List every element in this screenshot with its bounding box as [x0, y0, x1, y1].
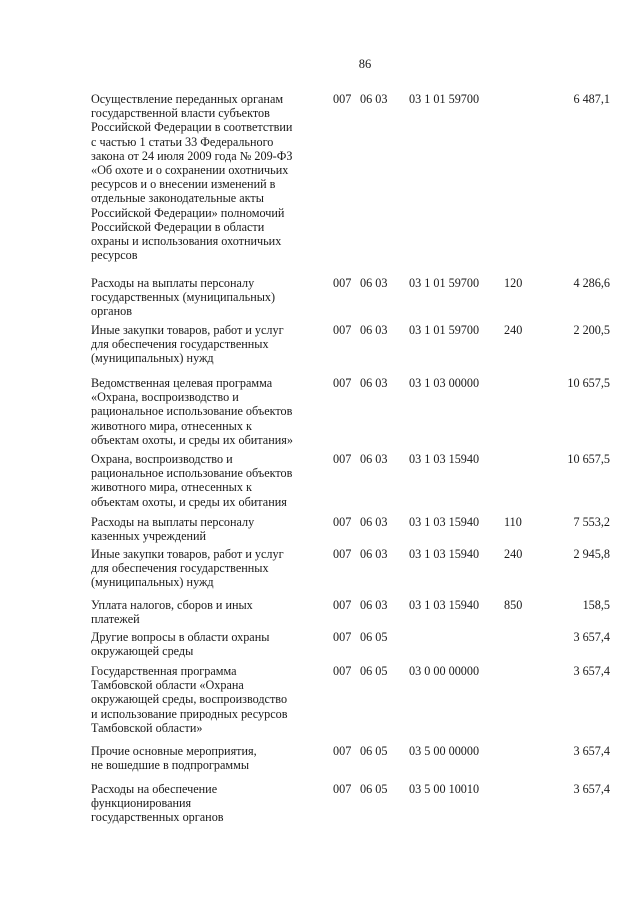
row-name [91, 598, 325, 626]
code-vedomstvo: 007 [333, 276, 352, 290]
code-vedomstvo: 007 [333, 92, 352, 106]
row-name [91, 744, 325, 772]
row-name-line: закона от 24 июля 2009 года № 209-ФЗ [91, 148, 293, 163]
row-name-line: (муниципальных) нужд [91, 575, 214, 590]
row-name-line: рациональное использование объектов [91, 404, 293, 419]
code-target-article: 03 1 01 59700 [409, 276, 480, 290]
code-expense-type: 120 [504, 276, 523, 290]
row-name-line: государственной власти субъектов [91, 106, 270, 121]
code-vedomstvo: 007 [333, 323, 352, 337]
row-name-line: Тамбовской области» [91, 720, 203, 735]
amount: 4 286,6 [573, 276, 610, 290]
code-target-article: 03 5 00 00000 [409, 744, 480, 758]
row-name-line: ресурсов [91, 248, 138, 263]
code-vedomstvo: 007 [333, 452, 352, 466]
code-vedomstvo: 007 [333, 630, 352, 644]
row-name-line: рациональное использование объектов [91, 466, 293, 481]
amount: 10 657,5 [567, 376, 610, 390]
row-name-line: охраны и использования охотничьих [91, 234, 282, 249]
row-name-line: животного мира, отнесенных к [91, 418, 252, 433]
row-name-line: и использование природных ресурсов [91, 706, 288, 721]
code-razdel: 06 03 [360, 92, 388, 106]
code-vedomstvo: 007 [333, 598, 352, 612]
row-name-line: окружающей среды, воспроизводство [91, 692, 288, 707]
code-razdel: 06 03 [360, 376, 388, 390]
row-name-line: Охрана, воспроизводство и [91, 452, 233, 466]
code-razdel: 06 03 [360, 547, 388, 561]
code-razdel: 06 03 [360, 452, 388, 466]
row-name [91, 515, 325, 543]
code-target-article: 03 1 03 15940 [409, 547, 480, 561]
row-name-line: государственных (муниципальных) [91, 290, 276, 305]
code-vedomstvo: 007 [333, 376, 352, 390]
code-vedomstvo: 007 [333, 515, 352, 529]
code-vedomstvo: 007 [333, 664, 352, 678]
row-name [91, 92, 325, 262]
code-expense-type: 850 [504, 598, 523, 612]
row-name-line: Расходы на обеспечение [91, 782, 218, 796]
amount: 158,5 [582, 598, 610, 612]
code-razdel: 06 05 [360, 744, 388, 758]
code-razdel: 06 05 [360, 664, 388, 678]
row-name-line: Российской Федерации в области [91, 219, 265, 234]
row-name-line: Российской Федерации» полномочий [91, 205, 285, 220]
row-name [91, 323, 325, 366]
row-name-line: Российской Федерации в соответствии [91, 120, 293, 135]
code-vedomstvo: 007 [333, 547, 352, 561]
row-name-line: Ведомственная целевая программа [91, 376, 273, 390]
code-vedomstvo: 007 [333, 744, 352, 758]
row-name-line: Государственная программа [91, 664, 237, 678]
row-name-line: «Об охоте и о сохранении охотничьих [91, 163, 289, 178]
code-expense-type: 110 [504, 515, 522, 529]
row-name-line: Расходы на выплаты персоналу [91, 276, 255, 290]
amount: 2 945,8 [573, 547, 610, 561]
code-razdel: 06 05 [360, 782, 388, 796]
code-razdel: 06 03 [360, 598, 388, 612]
code-razdel: 06 03 [360, 323, 388, 337]
code-razdel: 06 03 [360, 515, 388, 529]
row-name-line: платежей [91, 612, 140, 627]
row-name-line: «Охрана, воспроизводство и [91, 390, 239, 405]
row-name-line: не вошедшие в подпрограммы [91, 758, 250, 773]
amount: 7 553,2 [573, 515, 610, 529]
code-razdel: 06 05 [360, 630, 388, 644]
row-name-line: объектам охоты, и среды их обитания» [91, 432, 293, 447]
row-name-line: Тамбовской области «Охрана [91, 678, 244, 693]
row-name-line: объектам охоты, и среды их обитания [91, 494, 287, 509]
row-name-line: ресурсов и о внесении изменений в [91, 177, 276, 192]
row-name-line: Иные закупки товаров, работ и услуг [91, 547, 284, 561]
row-name [91, 276, 325, 319]
row-name [91, 452, 325, 509]
code-target-article: 03 1 03 15940 [409, 515, 480, 529]
row-name-line: казенных учреждений [91, 529, 207, 544]
row-name-line: животного мира, отнесенных к [91, 480, 252, 495]
code-target-article: 03 1 01 59700 [409, 323, 480, 337]
row-name-line: для обеспечения государственных [91, 337, 269, 352]
row-name [91, 547, 325, 590]
code-expense-type: 240 [504, 323, 523, 337]
amount: 3 657,4 [573, 782, 610, 796]
row-name-line: окружающей среды [91, 644, 194, 659]
row-name-line: Уплата налогов, сборов и иных [91, 598, 253, 612]
code-target-article: 03 1 03 00000 [409, 376, 480, 390]
row-name [91, 782, 325, 825]
row-name [91, 630, 325, 658]
row-name-line: Расходы на выплаты персоналу [91, 515, 255, 529]
amount: 3 657,4 [573, 630, 610, 644]
amount: 6 487,1 [573, 92, 610, 106]
amount: 10 657,5 [567, 452, 610, 466]
row-name-line: органов [91, 304, 132, 319]
amount: 2 200,5 [573, 323, 610, 337]
row-name-line: отдельные законодательные акты [91, 191, 264, 206]
row-name [91, 376, 325, 447]
row-name-line: функционирования [91, 796, 192, 811]
row-name-line: для обеспечения государственных [91, 561, 269, 576]
row-name-line: государственных органов [91, 810, 224, 825]
row-name-line: с частью 1 статьи 33 Федерального [91, 134, 274, 149]
row-name-line: (муниципальных) нужд [91, 351, 214, 366]
code-target-article: 03 1 03 15940 [409, 452, 480, 466]
amount: 3 657,4 [573, 744, 610, 758]
amount: 3 657,4 [573, 664, 610, 678]
row-name-line: Прочие основные мероприятия, [91, 744, 257, 758]
code-target-article: 03 1 03 15940 [409, 598, 480, 612]
code-target-article: 03 0 00 00000 [409, 664, 480, 678]
row-name [91, 664, 325, 735]
code-expense-type: 240 [504, 547, 523, 561]
code-target-article: 03 5 00 10010 [409, 782, 480, 796]
row-name-line: Иные закупки товаров, работ и услуг [91, 323, 284, 337]
page-number: 86 [358, 57, 372, 71]
code-target-article: 03 1 01 59700 [409, 92, 480, 106]
code-razdel: 06 03 [360, 276, 388, 290]
row-name-line: Другие вопросы в области охраны [91, 630, 270, 644]
code-vedomstvo: 007 [333, 782, 352, 796]
row-name-line: Осуществление переданных органам [91, 92, 284, 106]
